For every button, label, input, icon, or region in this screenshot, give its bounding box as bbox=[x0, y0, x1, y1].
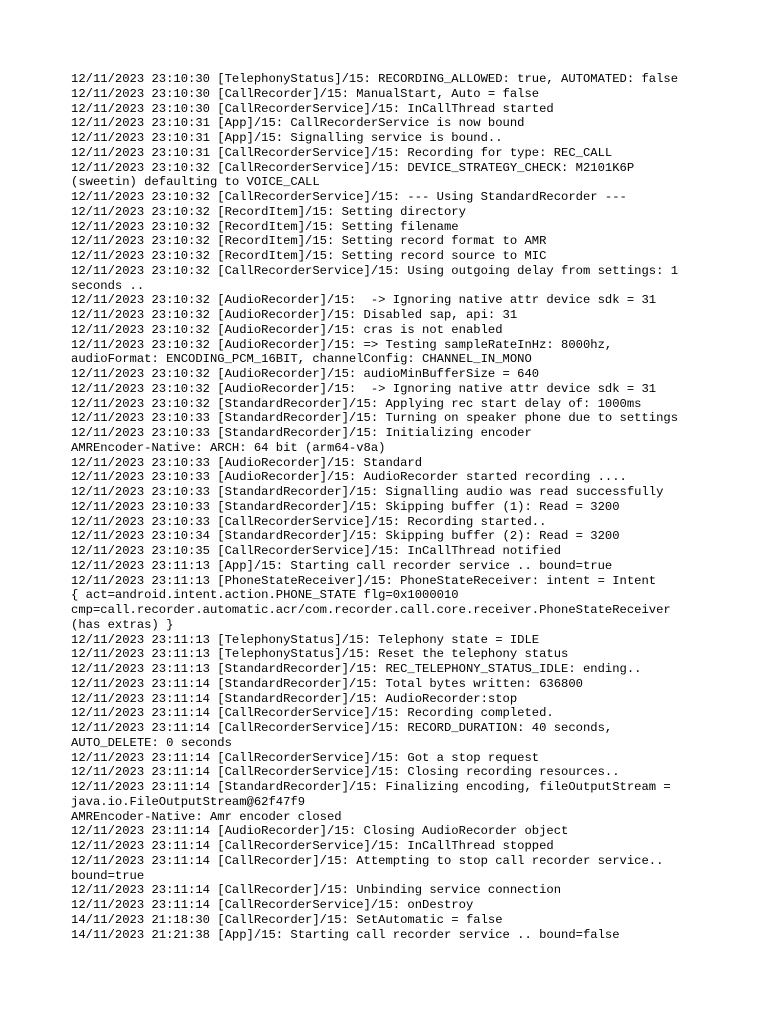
log-line: 14/11/2023 21:18:30 [CallRecorder]/15: SetAutomatic = false bbox=[71, 912, 503, 927]
log-line: 12/11/2023 23:11:14 [CallRecorder]/15: Attempting to stop call recorder service.. bbox=[71, 853, 664, 868]
log-line: 12/11/2023 23:10:33 [StandardRecorder]/15: Skipping buffer (1): Read = 3200 bbox=[71, 499, 620, 514]
log-line: 12/11/2023 23:11:13 [App]/15: Starting call recorder service .. bound=true bbox=[71, 558, 613, 573]
log-line: 12/11/2023 23:11:14 [CallRecorderService]/15: Closing recording resources.. bbox=[71, 765, 620, 780]
log-line: 12/11/2023 23:10:32 [RecordItem]/15: Setting record format to AMR bbox=[71, 234, 547, 249]
log-line: 12/11/2023 23:10:31 [App]/15: Signalling service is bound.. bbox=[71, 131, 503, 145]
log-line: 12/11/2023 23:11:13 [StandardRecorder]/15: REC_TELEPHONY_STATUS_IDLE: ending.. bbox=[71, 662, 642, 676]
log-line: 12/11/2023 23:10:31 [App]/15: CallRecorderService is now bound bbox=[71, 116, 525, 131]
log-text-view bbox=[71, 72, 701, 942]
log-line: 12/11/2023 23:10:32 [RecordItem]/15: Setting record source to MIC bbox=[71, 249, 547, 263]
log-line: java.io.FileOutputStream@62f47f9 bbox=[71, 794, 306, 809]
log-line: 12/11/2023 23:10:30 [CallRecorderService]/15: InCallThread started bbox=[71, 101, 554, 116]
log-line: 12/11/2023 23:10:32 [AudioRecorder]/15: audioMinBufferSize = 640 bbox=[71, 367, 540, 381]
log-line: 12/11/2023 23:10:32 [StandardRecorder]/15: Applying rec start delay of: 1000ms bbox=[71, 396, 642, 411]
log-line: 12/11/2023 23:10:33 [AudioRecorder]/15: Standard bbox=[71, 455, 423, 470]
log-line: 12/11/2023 23:10:30 [TelephonyStatus]/15: RECORDING_ALLOWED: true, AUTOMATED: false bbox=[71, 72, 679, 86]
log-line: (sweetin) defaulting to VOICE_CALL bbox=[71, 175, 320, 190]
log-line: 12/11/2023 23:11:14 [CallRecorderService]/15: Got a stop request bbox=[71, 750, 540, 765]
log-line: 12/11/2023 23:11:14 [CallRecorder]/15: Unbinding service connection bbox=[71, 883, 562, 898]
log-line: 12/11/2023 23:11:14 [CallRecorderService]/15: onDestroy bbox=[71, 898, 474, 912]
log-line: 12/11/2023 23:10:33 [StandardRecorder]/15: Initializing encoder bbox=[71, 426, 532, 440]
log-line: AMREncoder-Native: Amr encoder closed bbox=[71, 809, 342, 824]
log-line: 12/11/2023 23:10:33 [StandardRecorder]/15: Signalling audio was read successfully bbox=[71, 485, 664, 499]
log-line: 12/11/2023 23:11:14 [StandardRecorder]/15: Finalizing encoding, fileOutputStream = bbox=[71, 780, 671, 794]
log-line: 12/11/2023 23:10:32 [RecordItem]/15: Setting directory bbox=[71, 204, 466, 219]
log-line: (has extras) } bbox=[71, 617, 174, 632]
log-line: 12/11/2023 23:10:33 [AudioRecorder]/15: AudioRecorder started recording .... bbox=[71, 470, 627, 485]
log-line: 12/11/2023 23:11:14 [AudioRecorder]/15: Closing AudioRecorder object bbox=[71, 824, 569, 839]
log-line: 12/11/2023 23:10:33 [StandardRecorder]/15: Turning on speaker phone due to settings bbox=[71, 411, 679, 426]
log-line: 12/11/2023 23:11:14 [CallRecorderService]/15: InCallThread stopped bbox=[71, 839, 554, 853]
log-line: AMREncoder-Native: ARCH: 64 bit (arm64-v8a) bbox=[71, 440, 386, 455]
log-line: 12/11/2023 23:11:14 [StandardRecorder]/15: Total bytes written: 636800 bbox=[71, 676, 583, 691]
log-line: 12/11/2023 23:10:30 [CallRecorder]/15: ManualStart, Auto = false bbox=[71, 86, 540, 101]
log-line: 12/11/2023 23:10:32 [AudioRecorder]/15: cras is not enabled bbox=[71, 322, 503, 337]
log-line: bound=true bbox=[71, 868, 145, 883]
log-line: audioFormat: ENCODING_PCM_16BIT, channelConfig: CHANNEL_IN_MONO bbox=[71, 352, 532, 367]
log-line: 12/11/2023 23:10:32 [CallRecorderService]/15: DEVICE_STRATEGY_CHECK: M2101K6P bbox=[71, 160, 635, 175]
log-line: 12/11/2023 23:10:33 [CallRecorderService]/15: Recording started.. bbox=[71, 514, 547, 529]
log-line: { act=android.intent.action.PHONE_STATE flg=0x1000010 bbox=[71, 588, 459, 603]
log-line: 12/11/2023 23:11:13 [TelephonyStatus]/15: Telephony state = IDLE bbox=[71, 632, 540, 647]
log-line: 12/11/2023 23:10:32 [AudioRecorder]/15: Disabled sap, api: 31 bbox=[71, 308, 518, 322]
log-line: 12/11/2023 23:10:32 [RecordItem]/15: Setting filename bbox=[71, 219, 459, 234]
log-line: 12/11/2023 23:11:13 [PhoneStateReceiver]/15: PhoneStateReceiver: intent = Intent bbox=[71, 573, 657, 588]
log-line: 14/11/2023 21:21:38 [App]/15: Starting call recorder service .. bound=false bbox=[71, 927, 620, 942]
log-line: 12/11/2023 23:11:14 [CallRecorderService]/15: RECORD_DURATION: 40 seconds, bbox=[71, 721, 613, 735]
log-line: 12/11/2023 23:10:32 [AudioRecorder]/15: -> Ignoring native attr device sdk = 31 bbox=[71, 293, 657, 308]
log-line: 12/11/2023 23:10:32 [CallRecorderService]/15: --- Using StandardRecorder --- bbox=[71, 190, 627, 204]
log-line: 12/11/2023 23:11:14 [CallRecorderService]/15: Recording completed. bbox=[71, 706, 554, 721]
log-line: seconds .. bbox=[71, 278, 145, 293]
log-line: 12/11/2023 23:10:32 [CallRecorderService]/15: Using outgoing delay from settings: 1 bbox=[71, 263, 679, 278]
log-line: 12/11/2023 23:10:34 [StandardRecorder]/15: Skipping buffer (2): Read = 3200 bbox=[71, 529, 620, 544]
log-line: 12/11/2023 23:11:14 [StandardRecorder]/15: AudioRecorder:stop bbox=[71, 691, 518, 706]
log-line: cmp=call.recorder.automatic.acr/com.recorder.call.core.receiver.PhoneStateReceiver bbox=[71, 603, 671, 617]
log-line: 12/11/2023 23:11:13 [TelephonyStatus]/15: Reset the telephony status bbox=[71, 647, 569, 662]
log-line: 12/11/2023 23:10:35 [CallRecorderService]/15: InCallThread notified bbox=[71, 544, 562, 558]
log-line: AUTO_DELETE: 0 seconds bbox=[71, 735, 232, 750]
log-line: 12/11/2023 23:10:31 [CallRecorderService]/15: Recording for type: REC_CALL bbox=[71, 145, 613, 160]
log-line: 12/11/2023 23:10:32 [AudioRecorder]/15: -> Ignoring native attr device sdk = 31 bbox=[71, 381, 657, 396]
log-line: 12/11/2023 23:10:32 [AudioRecorder]/15: => Testing sampleRateInHz: 8000hz, bbox=[71, 337, 613, 352]
